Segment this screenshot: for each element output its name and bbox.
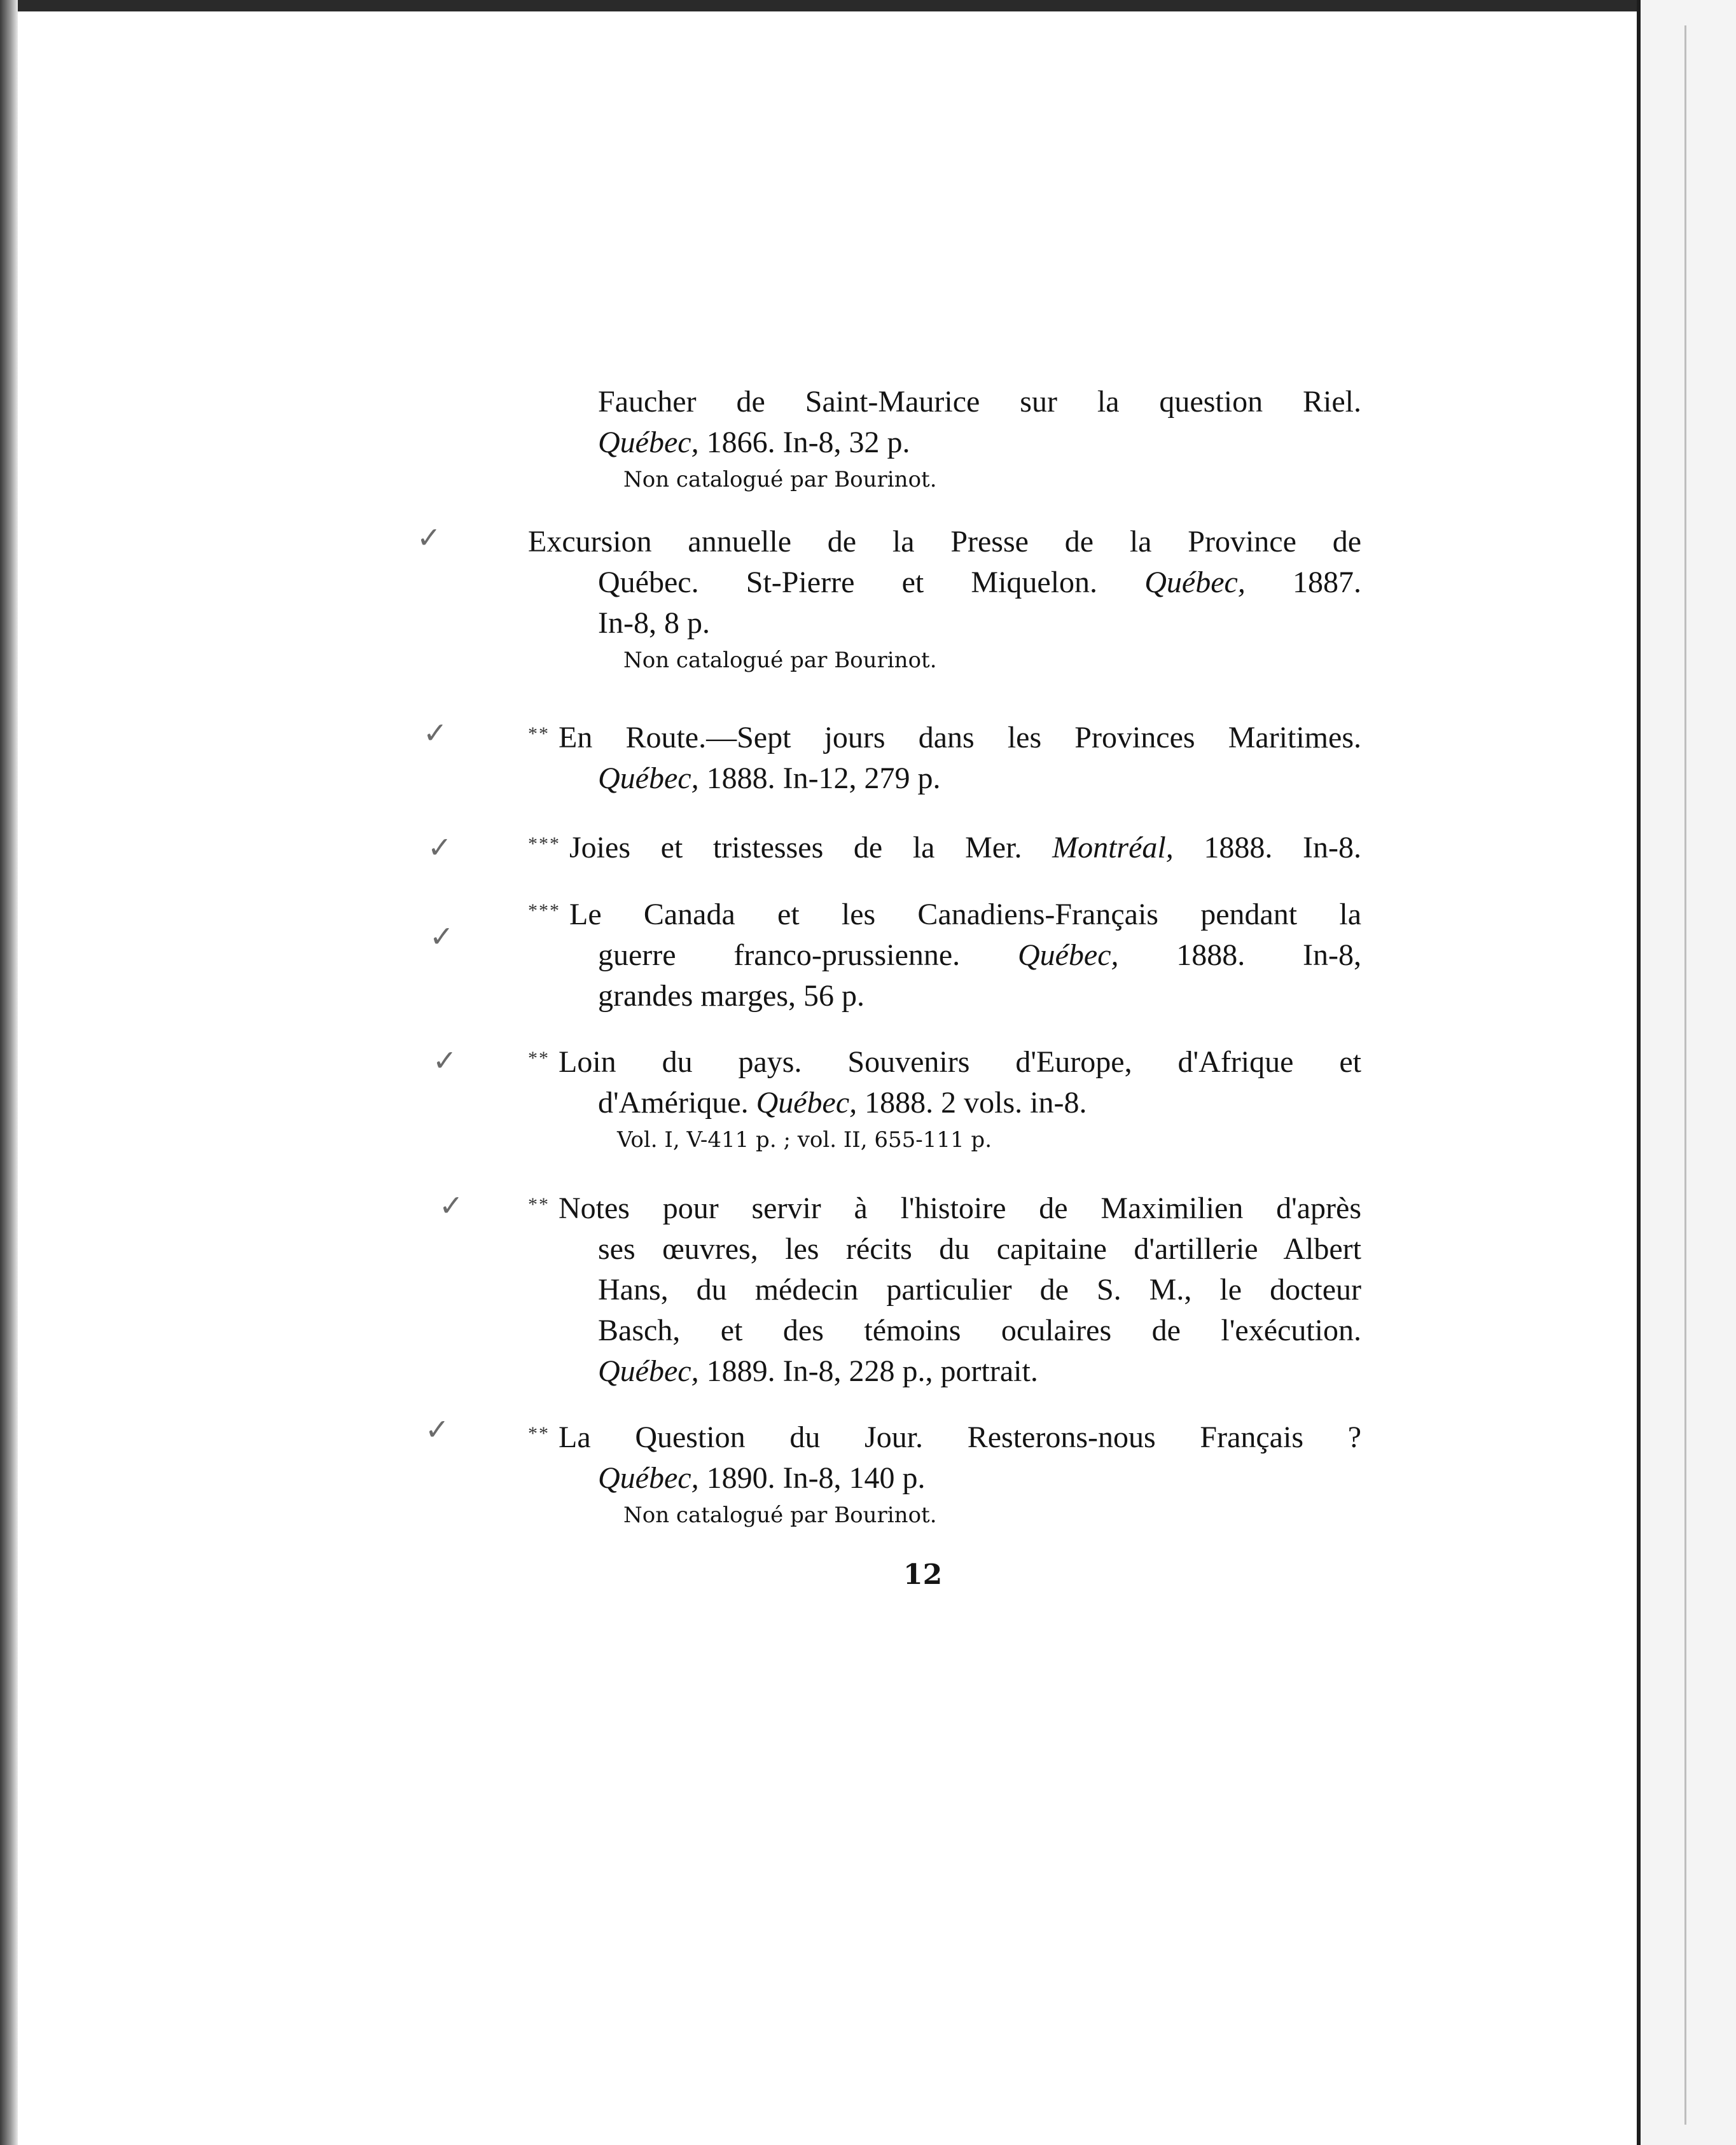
bibliography-entry bbox=[528, 1413, 1361, 1532]
publication-details: 1889. In-8, 228 p., portrait. bbox=[698, 1354, 1038, 1388]
place-of-publication: Québec, bbox=[598, 1461, 699, 1495]
place-of-publication: Québec, bbox=[598, 761, 699, 795]
place-of-publication: Québec, bbox=[1144, 566, 1246, 599]
publication-details: 1888. 2 vols. in-8. bbox=[857, 1086, 1087, 1120]
place-of-publication: Québec, bbox=[1017, 938, 1119, 972]
entry-line: Excursion annuelle de la Presse de la Province de bbox=[528, 525, 1361, 559]
entry-line bbox=[528, 1184, 1361, 1229]
entry-line bbox=[528, 1351, 1361, 1392]
entry-line bbox=[528, 758, 1361, 799]
entry-line bbox=[528, 1038, 1361, 1083]
place-of-publication: Montréal, bbox=[1052, 831, 1174, 864]
bibliography-entry bbox=[528, 1038, 1361, 1156]
entry-text: d'Amérique. bbox=[598, 1086, 756, 1120]
bibliography-entry bbox=[528, 522, 1361, 677]
entry-text: Notes pour servir à l'histoire de Maximilien d'après bbox=[559, 1191, 1361, 1225]
publication-details: 1888. In-12, 279 p. bbox=[698, 761, 941, 795]
bibliography-entry bbox=[528, 891, 1361, 1017]
entry-line: grandes marges, 56 p. bbox=[598, 979, 865, 1013]
place-of-publication: Québec, bbox=[598, 426, 699, 459]
check-mark-icon: ✓ bbox=[427, 830, 452, 864]
entry-line bbox=[528, 891, 1361, 935]
check-mark-icon: ✓ bbox=[417, 520, 441, 555]
entry-line: In-8, 8 p. bbox=[598, 606, 710, 640]
publication-details: 1888. In-8. bbox=[1173, 831, 1361, 864]
entry-text: guerre franco-prussienne. bbox=[598, 938, 1018, 972]
bibliography-entry bbox=[528, 714, 1361, 799]
place-of-publication: Québec, bbox=[598, 1354, 699, 1388]
page-number: 12 bbox=[903, 1558, 943, 1591]
entry-text: Loin du pays. Souvenirs d'Europe, d'Afrique et bbox=[559, 1045, 1361, 1079]
entry-line: Faucher de Saint-Maurice sur la question Riel. bbox=[598, 385, 1361, 419]
rarity-stars: *** bbox=[528, 833, 560, 854]
rarity-stars: ** bbox=[528, 1194, 550, 1215]
entry-line bbox=[528, 824, 1361, 868]
bibliography-entry bbox=[528, 824, 1361, 868]
entry-line bbox=[528, 562, 1361, 603]
entry-text: En Route.—Sept jours dans les Provinces Maritimes. bbox=[559, 721, 1361, 754]
entry-text: La Question du Jour. Resterons-nous Français ? bbox=[559, 1420, 1361, 1454]
entry-line bbox=[528, 935, 1361, 976]
place-of-publication: Québec, bbox=[756, 1086, 858, 1120]
publication-details: 1887. bbox=[1245, 566, 1362, 599]
bibliography-entry bbox=[528, 1184, 1361, 1392]
check-mark-icon: ✓ bbox=[429, 919, 454, 954]
rarity-stars: ** bbox=[528, 723, 550, 744]
rarity-stars: ** bbox=[528, 1048, 550, 1069]
check-mark-icon: ✓ bbox=[425, 1412, 450, 1447]
volume-note: Vol. I, V-411 p. ; vol. II, 655-111 p. bbox=[617, 1127, 992, 1153]
catalogue-note: Non catalogué par Bourinot. bbox=[623, 467, 937, 492]
entry-line: Hans, du médecin particulier de S. M., le docteur bbox=[598, 1273, 1361, 1307]
entry-text: Québec. St-Pierre et Miquelon. bbox=[598, 566, 1145, 599]
publication-details: 1888. In-8, bbox=[1118, 938, 1361, 972]
catalogue-note: Non catalogué par Bourinot. bbox=[623, 1503, 937, 1528]
entry-line: Basch, et des témoins oculaires de l'exécution. bbox=[598, 1314, 1361, 1347]
bibliography-entry bbox=[528, 382, 1361, 496]
rarity-stars: *** bbox=[528, 900, 560, 921]
entry-line bbox=[528, 1083, 1361, 1123]
entry-line bbox=[528, 1413, 1361, 1458]
catalogue-note: Non catalogué par Bourinot. bbox=[623, 648, 937, 673]
publication-details: 1890. In-8, 140 p. bbox=[698, 1461, 926, 1495]
check-mark-icon: ✓ bbox=[439, 1188, 464, 1223]
entry-text: Le Canada et les Canadiens-Français pendant la bbox=[569, 898, 1361, 931]
entry-line: ses œuvres, les récits du capitaine d'artillerie Albert bbox=[598, 1232, 1361, 1266]
entry-line bbox=[528, 1458, 1361, 1499]
rarity-stars: ** bbox=[528, 1423, 550, 1444]
check-mark-icon: ✓ bbox=[423, 716, 448, 750]
check-mark-icon: ✓ bbox=[433, 1043, 457, 1078]
entry-line bbox=[528, 422, 1361, 463]
publication-details: 1866. In-8, 32 p. bbox=[698, 426, 910, 459]
entry-text: Joies et tristesses de la Mer. bbox=[569, 831, 1053, 864]
entry-line bbox=[528, 714, 1361, 758]
